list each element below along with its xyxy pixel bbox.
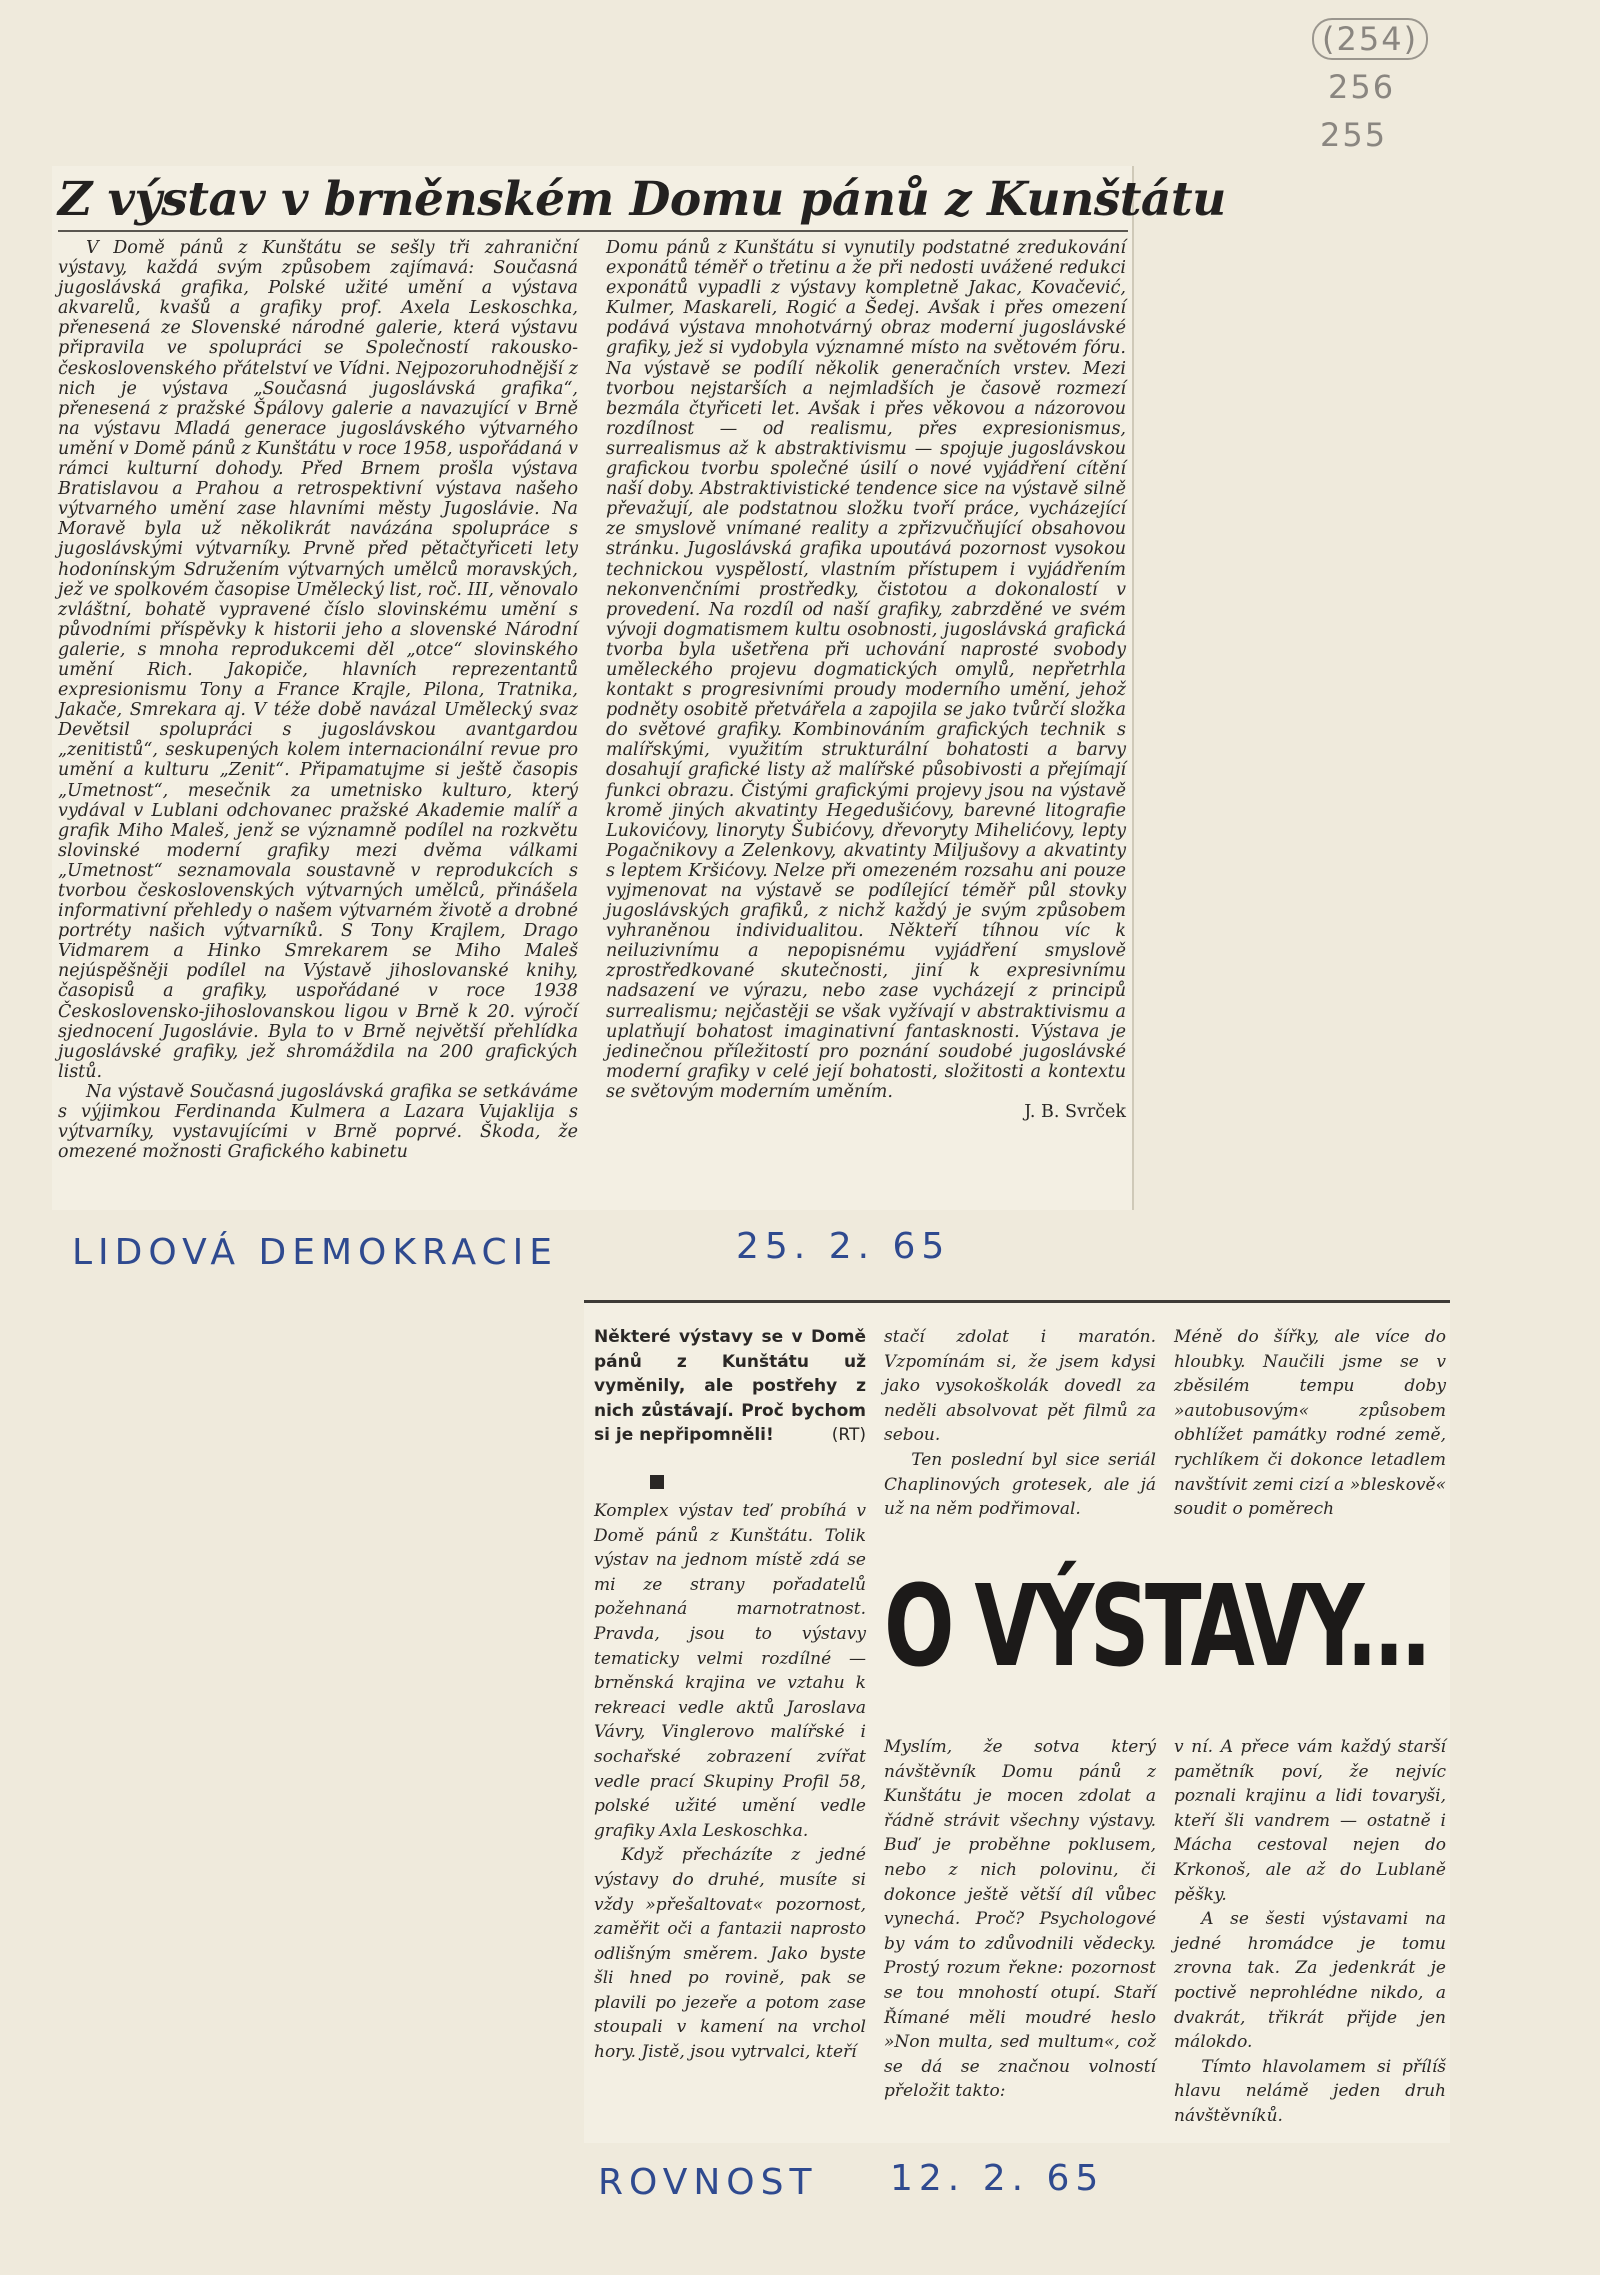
article-1-paragraph: Na výstavě Současná jugoslávská grafika se setkáváme s výjimkou Ferdinanda Kulmera a Lazara Vujaklija s výtvarníky, vystavujícími v Brně poprvé. Škoda, že omezené možnosti Grafického kabinetu [58, 1081, 578, 1163]
article-1-column-2 [606, 238, 1126, 1208]
article-1-paragraph: Domu pánů z Kunštátu si vynutily podstatné zredukování exponátů téměř o třetinu a že při nedosti uvážené redukci exponátů vypadli z výstavy kompletně Jakac, Kovačević, Kulmer, Maskareli, Rogić a Šedej. Avšak i přes omezení podává výstava mnohotvárný obraz moderní jugoslávské grafiky, jež si vydobyla významné místo na světovém fóru. Na výstavě se podílí několik generačních vrstev. Mezi tvorbou nejstarších a nejmladších je časově rozmezí bezmála čtyřiceti let. Avšak i přes věkovou a názorovou rozdílnost — od realismu, přes expresionismus, surrealismus až k abstraktivismu — spojuje jugoslávskou grafickou tvorbu společné úsilí o nové vyjádření cítění naší doby. Abstraktivistické tendence sice na výstavě silně převažují, ale podstatnou složku tvoří práce, vycházející ze smyslově vnímané reality a zpřizvučňující obsahovou stránku. Jugoslávská grafika upoutává pozornost vysokou technickou vyspělostí, vlastním přístupem i vyjádřením nekonvenčními prostředky, čistotou a dokonalostí v provedení. Na rozdíl od naší grafiky, zabrzděné ve svém vývoji dogmatismem kultu osobnosti, jugoslávská grafická tvorba byla ušetřena při uchování naprosté svobody uměleckého projevu dogmatických omylů, nepřetrhla kontakt s progresivními proudy moderního umění, jehož podněty osobitě přetvářela a zapojila se jako tvůrčí složka do světové grafiky. Kombinováním grafických technik s malířskými, využitím strukturální bohatosti a barvy dosahují grafické listy až malířské působivosti a přejímají funkci obrazu. Čistými grafickými projevy jsou na výstavě kromě jiných akvatinty Hegedušićovy, barevné litografie Lukovićovy, linoryty Šubićovy, dřevoryty Mihelićovy, lepty Pogačnikovy a Zelenkovy, akvatinty Miljušovy a akvatinty s leptem Kršićovy. Nelze při omezeném rozsahu ani pouze vyjmenovat na výstavě se podílející téměř půl stovky jugoslávských grafiků, z nichž každý je svým způsobem vyhraněnou individualitou. Někteří tíhnou víc k neiluzivnímu a nepopisnému vyjádření smyslově zprostředkované skutečnosti, jiní k expresivnímu nadsazení ve výrazu, nebo zase vycházejí z principů surrealismu; nejčastěji se však vyžívají v abstraktivismu a uplatňují bohatost imaginativní fantasknosti. Výstava je jedinečnou příležitostí pro poznání soudobé jugoslávské moderní grafiky v celé její bohatosti, složitosti a kontextu se světovým moderním uměním. [606, 238, 1126, 1102]
handwritten-source-label-1: LIDOVÁ DEMOKRACIE [72, 1232, 559, 1273]
archive-number-2: 256 [1328, 68, 1396, 106]
archive-number-1: (254) [1312, 18, 1428, 60]
handwritten-date-1: 25. 2. 65 [736, 1226, 951, 1267]
article-2-paragraph: Ten poslední byl sice seriál Chaplinových grotesek, ale já už na něm podřimoval. [884, 1449, 1156, 1520]
article-2-intro-tag: (RT) [831, 1425, 866, 1446]
article-2-paragraph: stačí zdolat i maratón. Vzpomínám si, že jsem kdysi jako vysokoškolák dovedl za neděli absolvovat pět filmů za sebou. [884, 1327, 1156, 1446]
article-2-paragraph: Tímto hlavolamem si přílíš hlavu nelámě jeden druh návštěvníků. [1174, 2056, 1446, 2126]
archive-number-3: 255 [1320, 116, 1388, 154]
article-2-column-d [884, 1735, 1156, 2135]
handwritten-date-2: 12. 2. 65 [890, 2158, 1105, 2199]
article-2-paragraph: Myslím, že sotva který návštěvník Domu pánů z Kunštátu je mocen zdolat a řádně strávit všechny výstavy. Buď je proběhne poklusem, nebo z nich polovinu, či dokonce ještě větší díl vůbec vynechá. Proč? Psychologové by vám to zdůvodnili vědecky. Prostý rozum řekne: pozornost se tou mnohostí otupí. Staří Římané měli moudré heslo »Non multa, sed multum«, což se dá se značnou volností přeložit takto: [884, 1737, 1156, 2102]
newspaper-clipping-1 [52, 166, 1226, 1210]
article-1-author: J. B. Svrček [1024, 1102, 1126, 1123]
article-2-intro [594, 1325, 866, 1448]
article-2-column-a [594, 1499, 866, 2139]
article-1-headline: Z výstav v brněnském Domu pánů z Kunštátu [58, 170, 1128, 232]
square-bullet-icon [650, 1475, 664, 1489]
article-2-paragraph: Komplex výstav teď probíhá v Domě pánů z Kunštátu. Tolik výstav na jednom místě zdá se mi ze strany pořadatelů požehnaná marnotratnost. Pravda, jsou to výstavy tematicky velmi rozdílné — brněnská krajina ve vztahu k rekreaci vedle aktů Jaroslava Vávry, Vinglerovo malířské i sochařské zobrazení zvířat vedle prací Skupiny Profil 58, polské užité umění vedle grafiky Axla Leskoschka. [594, 1501, 866, 1841]
article-2-paragraph: v ní. A přece vám každý starší pamětník poví, že nejvíc poznali krajinu a lidi tovaryši, kteří šli vandrem — ostatně i Mácha cestoval nejen do Krkonoš, ale až do Lublaně pěšky. [1174, 1737, 1446, 1905]
article-2-intro-text: Některé výstavy se v Domě pánů z Kunštátu už vyměnily, ale postřehy z nich zůstávají. Proč bychom si je nepřipomněli! [594, 1327, 866, 1446]
article-2-column-e [1174, 1735, 1446, 2135]
article-2-paragraph: Méně do šířky, ale více do hloubky. Naučili jsme se v zběsilém tempu doby »autobusovým« způsobem obhlížet památky rodné země, rychlíkem či dokonce letadlem navštívit zemi cizí a »bleskově« soudit o poměrech [1174, 1327, 1446, 1520]
handwritten-source-label-2: ROVNOST [598, 2162, 818, 2203]
article-2-paragraph: A se šesti výstavami na jedné hromádce je tomu zrovna tak. Za jedenkrát je poctivě neprohlédne nikdo, a dvakrát, třikrát přijde jen málokdo. [1174, 1909, 1446, 2053]
article-1-column-1 [58, 238, 578, 1208]
article-2-column-c [1174, 1325, 1446, 1520]
newspaper-clipping-2 [584, 1300, 1450, 2143]
article-2-title: O VÝSTAVY... [884, 1562, 1428, 1692]
article-2-paragraph: Když přecházíte z jedné výstavy do druhé, musíte si vždy »přešaltovat« pozornost, zaměřit oči a fantazii naprosto odlišným směrem. Jako byste šli hned po rovině, pak se plavili po jezeře a potom zase stoupali v kamení na vrchol hory. Jistě, jsou vytrvalci, kteří [594, 1845, 866, 2063]
article-1-paragraph: V Domě pánů z Kunštátu se sešly tři zahraniční výstavy, každá svým způsobem zajímavá: Současná jugoslávská grafika, Polské užité umění a výstava akvarelů, kvašů a grafiky prof. Axela Leskoschka, přenesená ze Slovenské národné galerie, která výstavu připravila ve spolupráci se Společností rakousko-československého přátelství ve Vídni. Nejpozoruhodnější z nich je výstava „Současná jugoslávská grafika“, přenesená z pražské Špálovy galerie a navazující v Brně na výstavu Mladá generace jugoslávského výtvarného umění v Domě pánů z Kunštátu v roce 1958, uspořádaná v rámci kulturní dohody. Před Brnem prošla výstava Bratislavou a Prahou a retrospektivní výstava našeho výtvarného umění zase hlavními městy Jugoslávie. Na Moravě byla už několikrát navázána spolupráce s jugoslávskými výtvarníky. Prvně před pětačtyřiceti lety hodonínským Sdružením výtvarných umělců moravských, jež ve spolkovém časopise Umělecký list, roč. III, věnovalo zvláštní, bohatě vypravené číslo slovinskému umění s původními příspěvky k historii jeho a slovenské Národní galerie, s mnoha reprodukcemi děl „otce“ slovinského umění Rich. Jakopiče, hlavních reprezentantů expresionismu Tony a France Krajle, Pilona, Tratnika, Jakače, Smrekara aj. V téže době navázal Umělecký svaz Devětsil spolupráci s jugoslávskou avantgardou „zenitistů“, seskupených kolem internacionální revue pro umění a kulturu „Zenit“. Připamatujme si ještě časopis „Umetnost“, mesečnik za umetnisko kulturo, který vydával v Lublani odchovanec pražské Akademie malíř a grafik Miho Maleš, jenž se významně podílel na rozkvětu slovinské moderní grafiky mezi dvěma válkami „Umetnost“ seznamovala soustavně v reprodukcích s tvorbou československých výtvarných umělců, přinášela informativní přehledy o našem výtvarném životě a drobné portréty našich výtvarníků. S Tony Krajlem, Drago Vidmarem a Hinko Smrekarem se Miho Maleš nejúspěšněji podílel na Výstavě jihoslovanské knihy, časopisů a grafiky, uspořádané v roce 1938 Československo-jihoslovanskou ligou v Brně k 20. výročí sjednocení Jugoslávie. Byla to v Brně největší přehlídka jugoslávské grafiky, jež shromáždila na 200 grafických listů. [58, 238, 578, 1082]
article-2-column-b [884, 1325, 1156, 1520]
